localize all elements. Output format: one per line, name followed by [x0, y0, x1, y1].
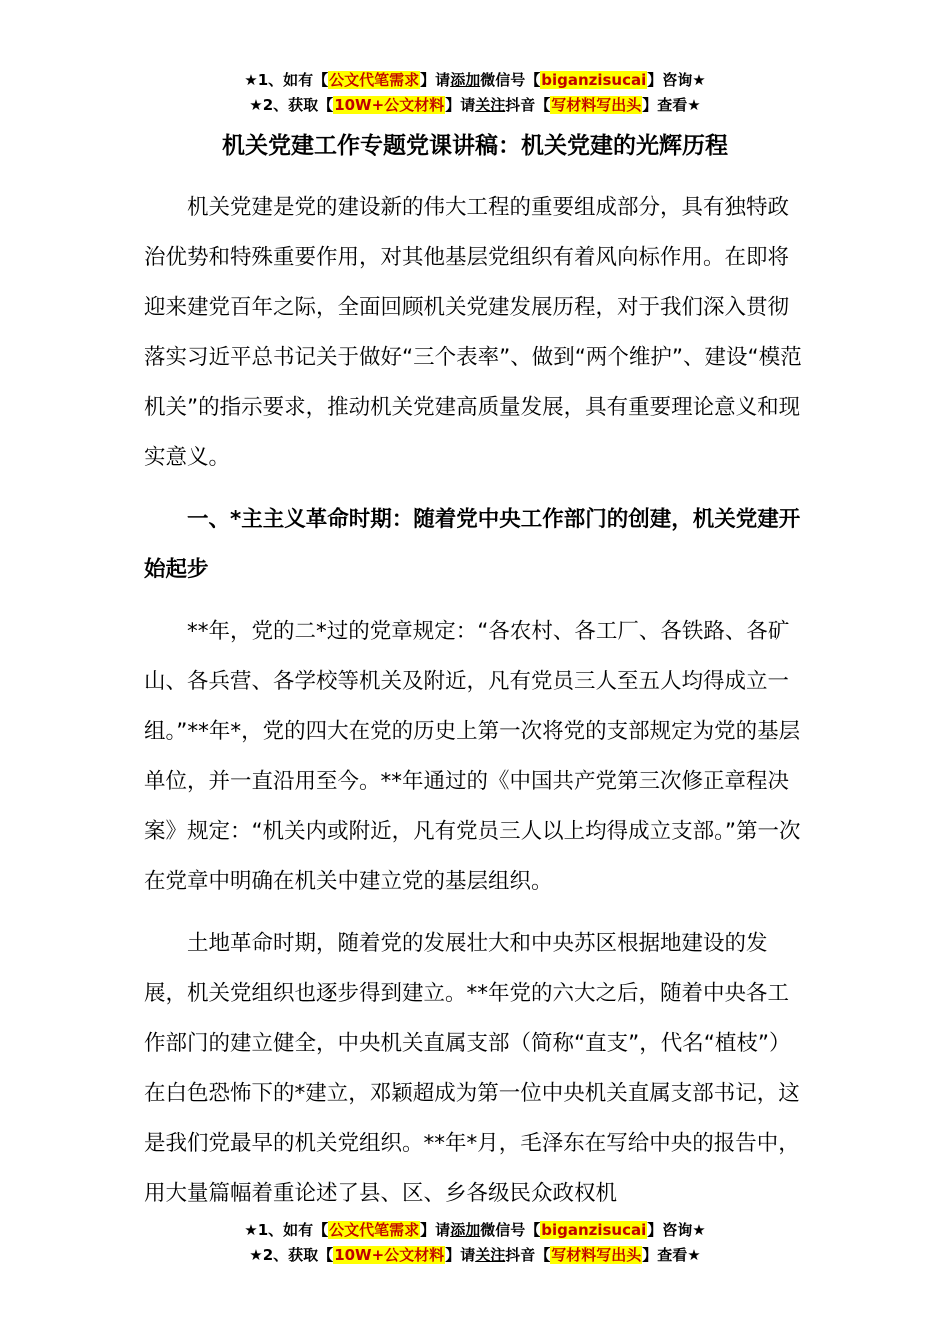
paragraph-party-constitution: **年，党的二*过的党章规定：“各农村、各工厂、各铁路、各矿山、各兵营、各学校等机关及附近，凡有党员三人至五人均得成立一组。”**年*，党的四大在党的历史上第一次将党的支部规定为党的基层单位，并一直沿用至今。**年通过的《中国共产党第三次修正章程决案》规定：“机关内或附近，凡有党员三人以上均得成立支部。”第一次在党章中明确在机关中建立党的基层组织。 — [144, 619, 801, 894]
document-body — [144, 183, 806, 1219]
banner-highlight: 公文代笔需求 — [329, 71, 420, 89]
banner-line-2 — [0, 93, 950, 118]
banner-text: ★1、如有【 — [244, 71, 329, 89]
banner-underlined: 关注 — [475, 1246, 506, 1264]
banner-highlight: 10W+公文材料 — [334, 96, 445, 114]
banner-highlight: 10W+公文材料 — [334, 1246, 445, 1264]
banner-text: 微信号【 — [480, 71, 541, 89]
banner-underlined: 添加 — [450, 1221, 481, 1239]
top-banner — [0, 68, 950, 118]
section-heading-1: 一、*主主义革命时期：随着党中央工作部门的创建，机关党建开始起步 — [144, 507, 801, 582]
banner-line-1 — [0, 1218, 950, 1243]
banner-text: ★2、获取【 — [249, 96, 334, 114]
banner-douyin-id: 写材料写出头 — [551, 96, 642, 114]
paragraph-intro: 机关党建是党的建设新的伟大工程的重要组成部分，具有独特政治优势和特殊重要作用，对其他基层党组织有着风向标作用。在即将迎来建党百年之际，全面回顾机关党建发展历程，对于我们深入贯彻落实习近平总书记关于做好“三个表率”、做到“两个维护”、建设“模范机关”的指示要求，推动机关党建高质量发展，具有重要理论意义和现实意义。 — [144, 195, 802, 470]
banner-line-1 — [0, 68, 950, 93]
banner-text: 抖音【 — [505, 96, 551, 114]
bottom-banner — [0, 1218, 950, 1268]
banner-text: 】咨询★ — [647, 1221, 706, 1239]
banner-underlined: 添加 — [450, 71, 481, 89]
banner-text: 】请 — [420, 71, 451, 89]
paragraph-land-revolution: 土地革命时期，随着党的发展壮大和中央苏区根据地建设的发展，机关党组织也逐步得到建立。**年党的六大之后，随着中央各工作部门的建立健全，中央机关直属支部（简称“直支”，代名“植枝”）在白色恐怖下的*建立，邓颖超成为第一位中央机关直属支部书记，这是我们党最早的机关党组织。**年*月，毛泽东在写给中央的报告中，用大量篇幅着重论述了县、区、乡各级民众政权机 — [144, 931, 800, 1206]
banner-text: 抖音【 — [505, 1246, 551, 1264]
banner-underlined: 关注 — [475, 96, 506, 114]
banner-text: 】查看★ — [642, 1246, 701, 1264]
document-title: 机关党建工作专题党课讲稿：机关党建的光辉历程 — [222, 133, 728, 159]
banner-wechat-id: biganzisucai — [541, 1221, 647, 1239]
banner-douyin-id: 写材料写出头 — [551, 1246, 642, 1264]
banner-text: 】请 — [445, 96, 476, 114]
banner-highlight: 公文代笔需求 — [329, 1221, 420, 1239]
banner-line-2 — [0, 1243, 950, 1268]
banner-text: 】请 — [445, 1246, 476, 1264]
banner-text: 】查看★ — [642, 96, 701, 114]
banner-text: ★2、获取【 — [249, 1246, 334, 1264]
banner-wechat-id: biganzisucai — [541, 71, 647, 89]
banner-text: 微信号【 — [480, 1221, 541, 1239]
banner-text: ★1、如有【 — [244, 1221, 329, 1239]
banner-text: 】咨询★ — [647, 71, 706, 89]
banner-text: 】请 — [420, 1221, 451, 1239]
